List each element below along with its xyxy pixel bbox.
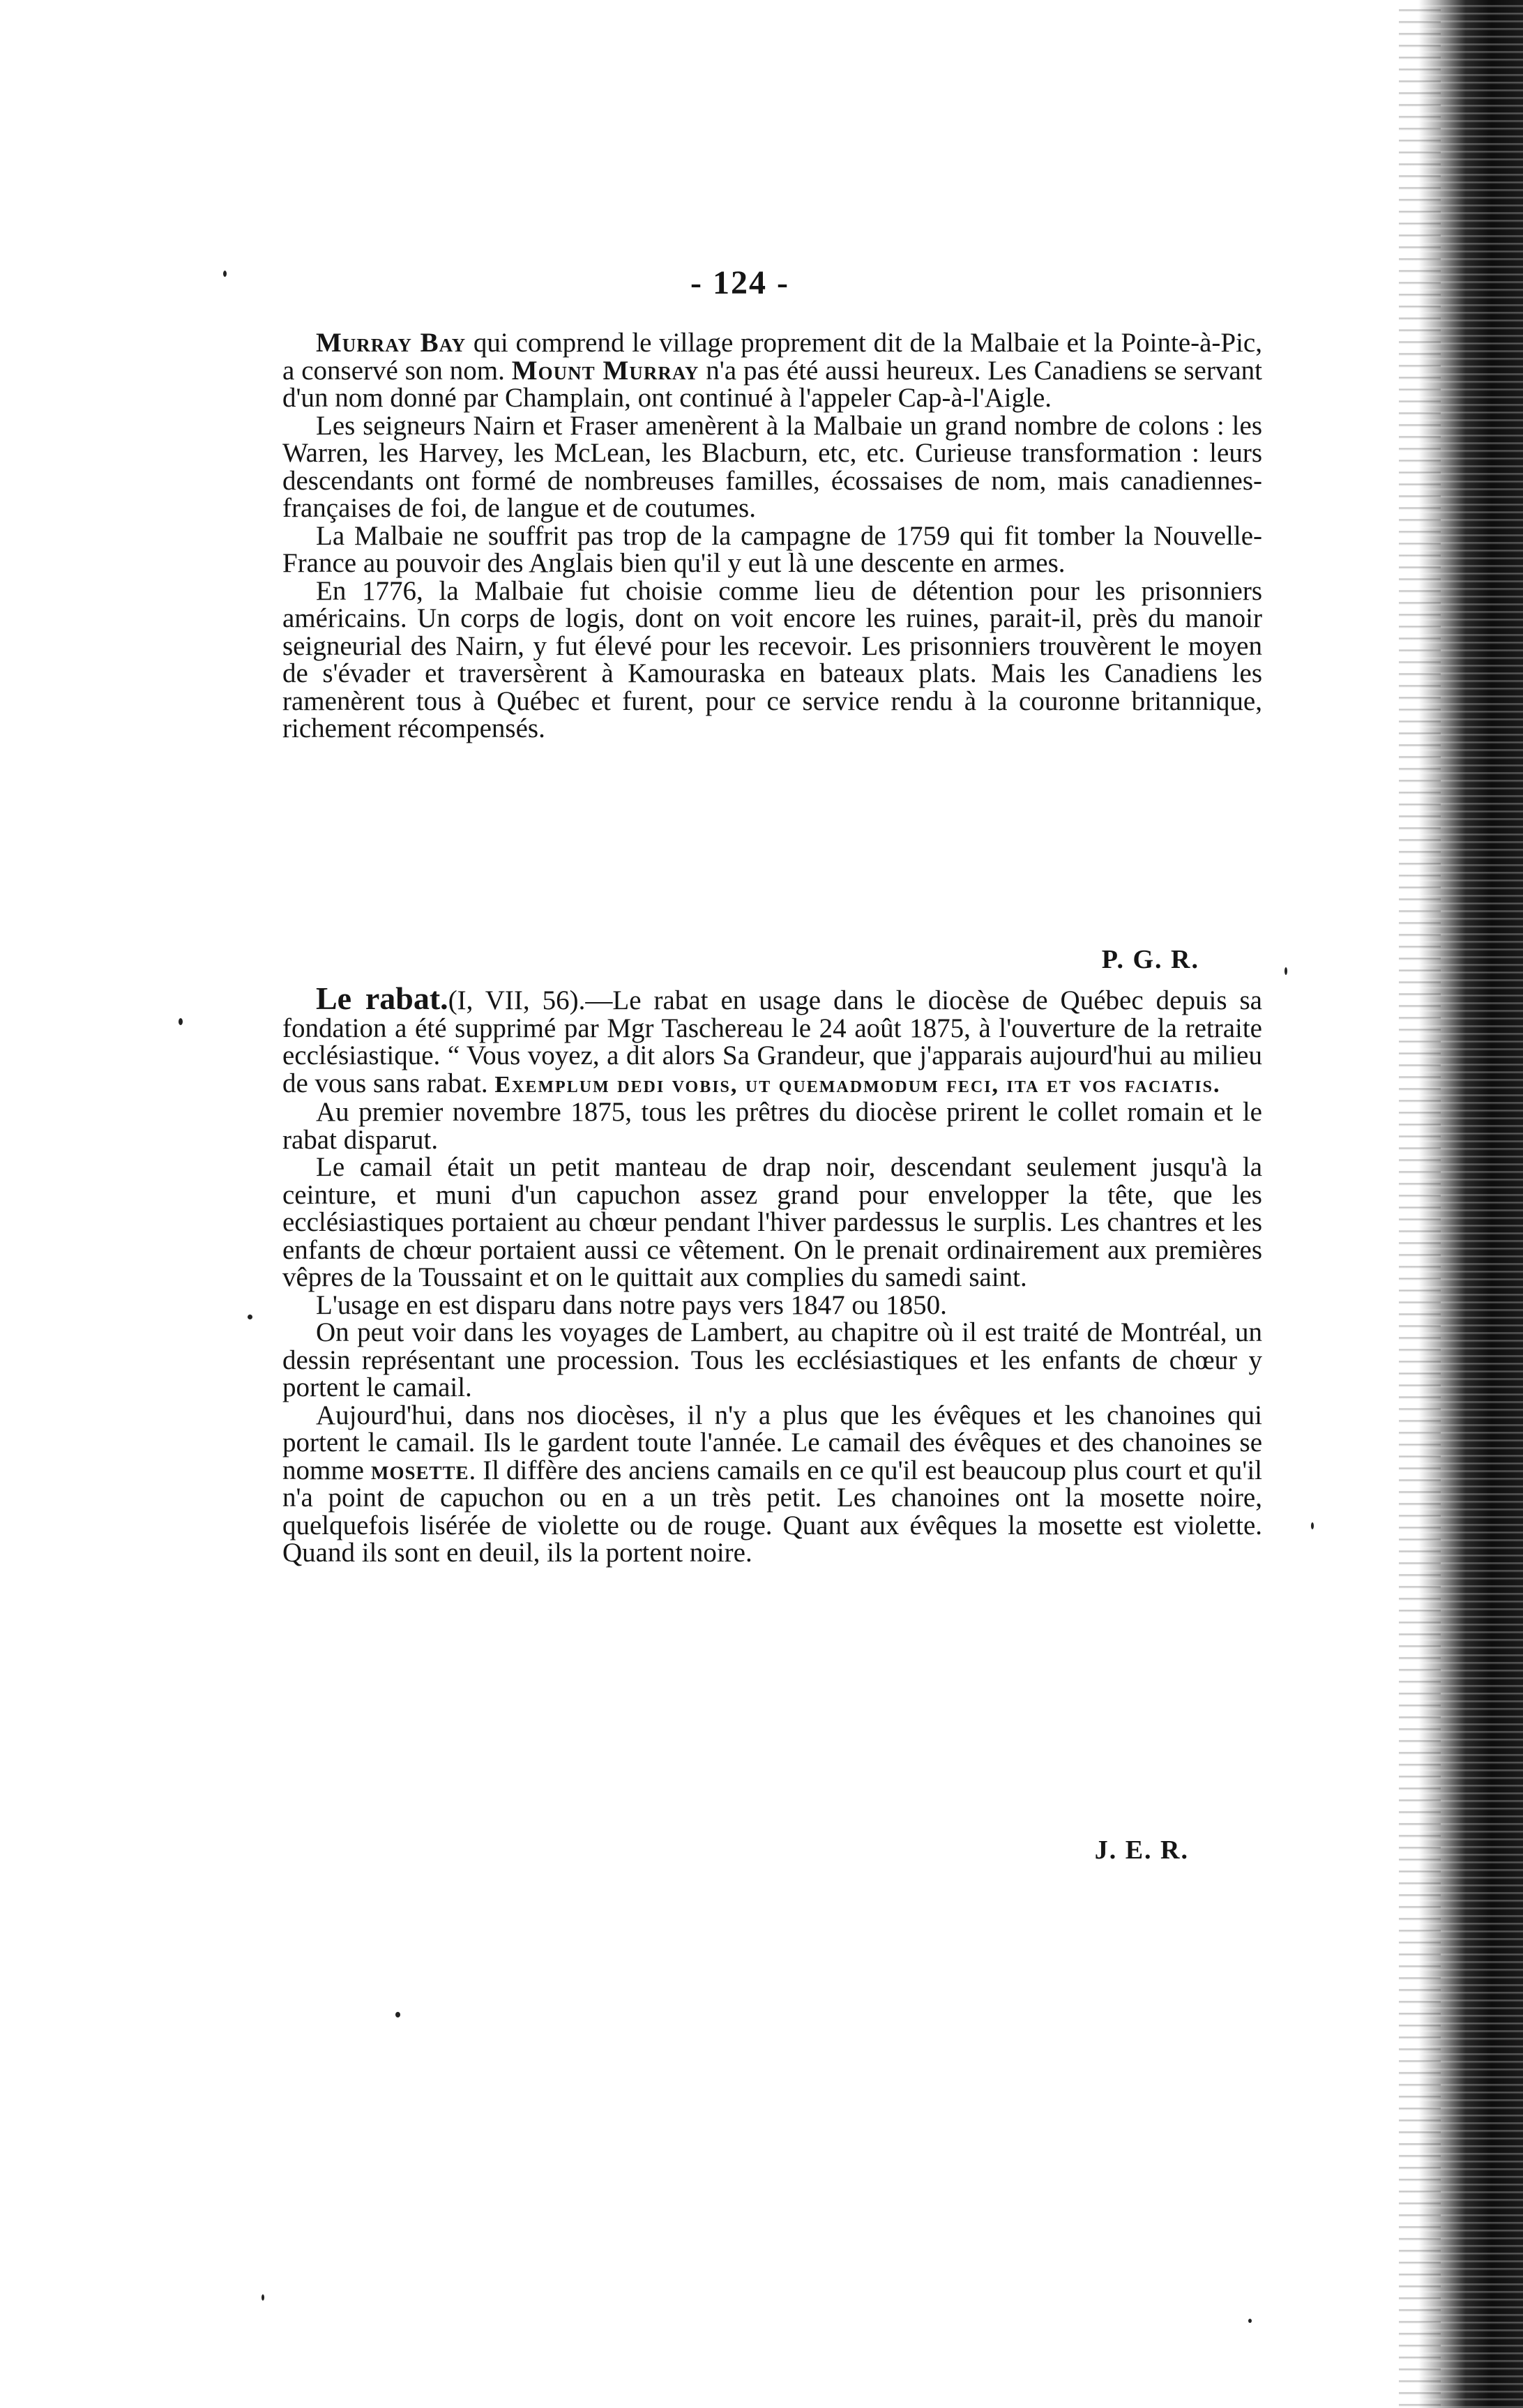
place-name: Mount Murray: [511, 355, 699, 386]
paragraph: En 1776, la Malbaie fut choisie comme lieu de détention pour les prisonniers américains. Un corps de logis, dont on voit encore les ruines, parait-il, près du manoir seigneurial des Nairn, y fut élevé pour les recevoir. Les prisonniers trouvèrent le moyen de s'évader et traversèrent à Kamouraska en bateaux plats. Mais les Canadiens les ramenèrent tous à Québec et furent, pour ce service rendu à la couronne britannique, richement récompensés.: [282, 575, 1262, 743]
scan-speck: [395, 2012, 400, 2017]
paragraph: [282, 980, 1262, 1098]
scan-speck: [1311, 1522, 1314, 1529]
latin-quote: Exemplum dedi vobis, ut quemadmodum feci, ita et vos faciatis.: [494, 1071, 1221, 1098]
paragraph: [282, 329, 1262, 412]
paragraph: On peut voir dans les voyages de Lambert, au chapitre où il est traité de Montréal, un dessin représentant une procession. Tous les ecclésiastiques et les enfants de chœur y portent le camail.: [282, 1317, 1262, 1402]
scan-speck: [1248, 2319, 1252, 2323]
page-number: - 124 -: [690, 264, 789, 301]
article-le-rabat: [282, 980, 1262, 1568]
paragraph: Le camail était un petit manteau de drap noir, descendant seulement jusqu'à la ceinture, et muni d'un capuchon assez grand pour envelopper la tête, que les ecclésiastiques portaient au chœur pendant l'hiver pardessus le surplis. Les chantres et les enfants de chœur portaient aussi ce vêtement. On le prenait ordinairement aux premières vêpres de la Toussaint et on le quittait aux complies du samedi saint.: [282, 1152, 1262, 1292]
article-reference: (I, VII, 56).: [448, 985, 586, 1015]
paragraph-text: Aujourd'hui, dans nos diocèses, il n'y a plus que les évêques et les chanoines qui portent le camail. Ils le gardent toute l'année. Le camail des évêques et des chanoines se nomme: [282, 1400, 1262, 1485]
paragraph: L'usage en est disparu dans notre pays vers 1847 ou 1850.: [316, 1289, 947, 1320]
scan-speck: [179, 1018, 183, 1025]
paragraph-text: —Le rabat en usage dans le diocèse de Québec depuis sa fondation a été supprimé par Mgr Taschereau le 24 août 1875, à l'ouverture de la retraite ecclésiastique. “ Vous voyez, a dit alors Sa Grandeur, que j'apparais aujourd'hui au milieu de vous sans rabat.: [282, 985, 1262, 1098]
scan-edge-speckle: [1399, 0, 1441, 2408]
paragraph: Au premier novembre 1875, tous les prêtres du diocèse prirent le collet romain et le rabat disparut.: [282, 1097, 1262, 1155]
signature: P. G. R.: [1101, 945, 1199, 974]
scan-speck: [223, 271, 227, 277]
paragraph-text: qui comprend le village proprement dit de la Malbaie et la Pointe-à-Pic, a conservé son nom.: [282, 328, 1262, 386]
article-murray-bay: [282, 329, 1262, 743]
paragraph: La Malbaie ne souffrit pas trop de la campagne de 1759 qui fit tomber la Nouvelle-France au pouvoir des Anglais bien qu'il y eut là une descente en armes.: [282, 520, 1262, 578]
article-heading: Le rabat.: [316, 980, 448, 1016]
paragraph: [282, 1402, 1262, 1567]
paragraph: Les seigneurs Nairn et Fraser amenèrent à la Malbaie un grand nombre de colons : les Warren, les Harvey, les McLean, les Blacburn, etc, etc. Curieuse transformation : leurs descendants ont formé de nombreuses familles, écossaises de nom, mais canadiennes-françaises de foi, de langue et de coutumes.: [282, 410, 1262, 523]
paragraph-text: . Il diffère des anciens camails en ce qu'il est beaucoup plus court et qu'il n'a point de capuchon ou en a un très petit. Les chanoines ont la mosette noire, quelquefois lisérée de violette ou de rouge. Quant aux évêques la mosette est violette. Quand ils sont en deuil, ils la portent noire.: [282, 1455, 1262, 1568]
scan-speck: [1285, 967, 1287, 975]
signature: J. E. R.: [1094, 1835, 1189, 1865]
scan-speck: [262, 2294, 264, 2301]
term-mosette: mosette: [370, 1455, 469, 1485]
place-name: Murray Bay: [316, 328, 467, 358]
scan-speck: [248, 1315, 252, 1319]
paragraph-text: n'a pas été aussi heureux. Les Canadiens se servant d'un nom donné par Champlain, ont continué à l'appeler Cap-à-l'Aigle.: [282, 355, 1262, 413]
